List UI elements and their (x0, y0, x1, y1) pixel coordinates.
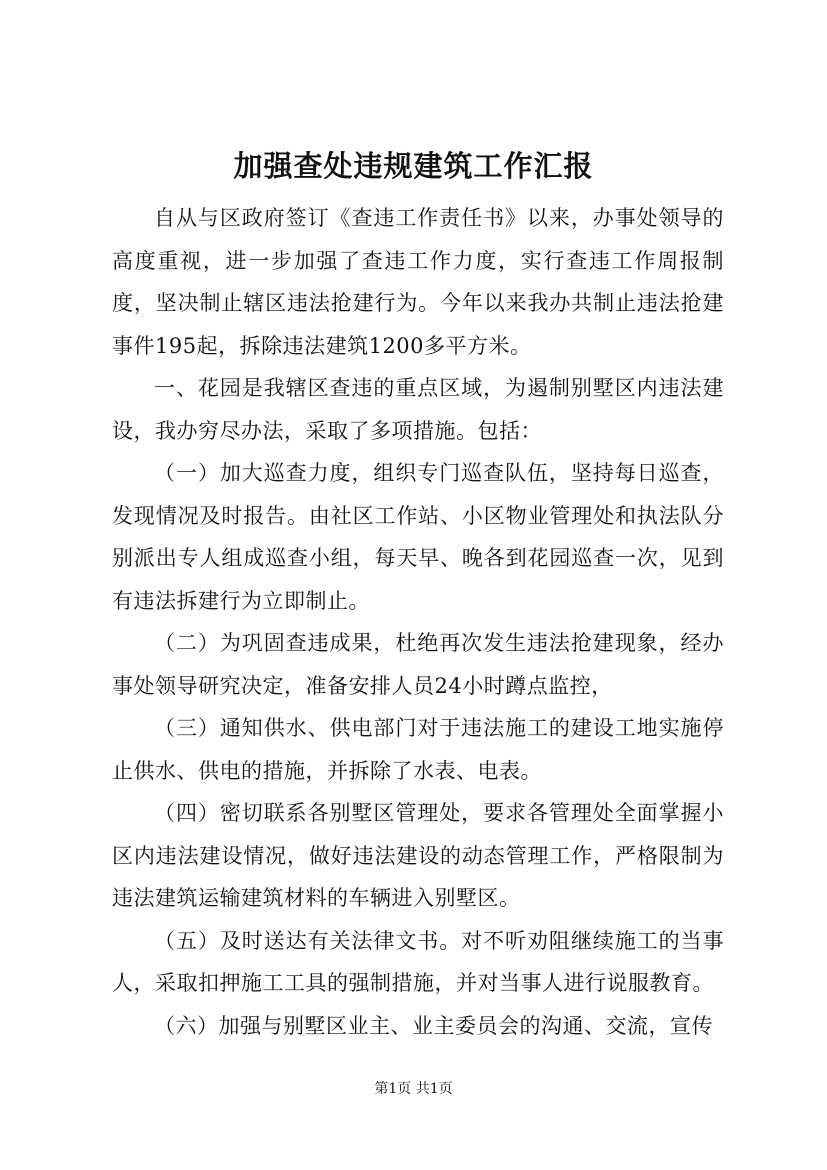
document-title: 加强查处违规建筑工作汇报 (233, 149, 594, 183)
paragraph-item-4: （四）密切联系各别墅区管理处，要求各管理处全面掌握小区内违法建设情况，做好违法建设的动态管理工作，严格限制为违法建筑运输建筑材料的车辆进入别墅区。 (112, 801, 724, 910)
page-footer: 第1页 共1页 (374, 1081, 453, 1097)
paragraph-item-2: （二）为巩固查违成果，杜绝再次发生违法抢建现象，经办事处领导研究决定，准备安排人员24小时蹲点监控， (112, 631, 724, 698)
paragraph-intro: 自从与区政府签订《查违工作责任书》以来，办事处领导的高度重视，进一步加强了查违工作力度，实行查违工作周报制度，坚决制止辖区违法抢建行为。今年以来我办共制止违法抢建事件195起，拆除违法建筑1200多平方米。 (112, 206, 724, 358)
paragraph-item-3: （三）通知供水、供电部门对于违法施工的建设工地实施停止供水、供电的措施，并拆除了水表、电表。 (112, 716, 724, 783)
document-body (112, 197, 724, 1047)
paragraph-item-6: （六）加强与别墅区业主、业主委员会的沟通、交流，宣传 (154, 1013, 713, 1038)
paragraph-item-5: （五）及时送达有关法律文书。对不听劝阻继续施工的当事人，采取扣押施工工具的强制措施，并对当事人进行说服教育。 (112, 928, 724, 995)
paragraph-item-1: （一）加大巡查力度，组织专门巡查队伍，坚持每日巡查，发现情况及时报告。由社区工作站、小区物业管理处和执法队分别派出专人组成巡查小组，每天早、晚各到花园巡查一次，见到有违法拆建行为立即制止。 (112, 461, 724, 613)
paragraph-section-1: 一、花园是我辖区查违的重点区域，为遏制别墅区内违法建设，我办穷尽办法，采取了多项措施。包括： (112, 376, 724, 443)
